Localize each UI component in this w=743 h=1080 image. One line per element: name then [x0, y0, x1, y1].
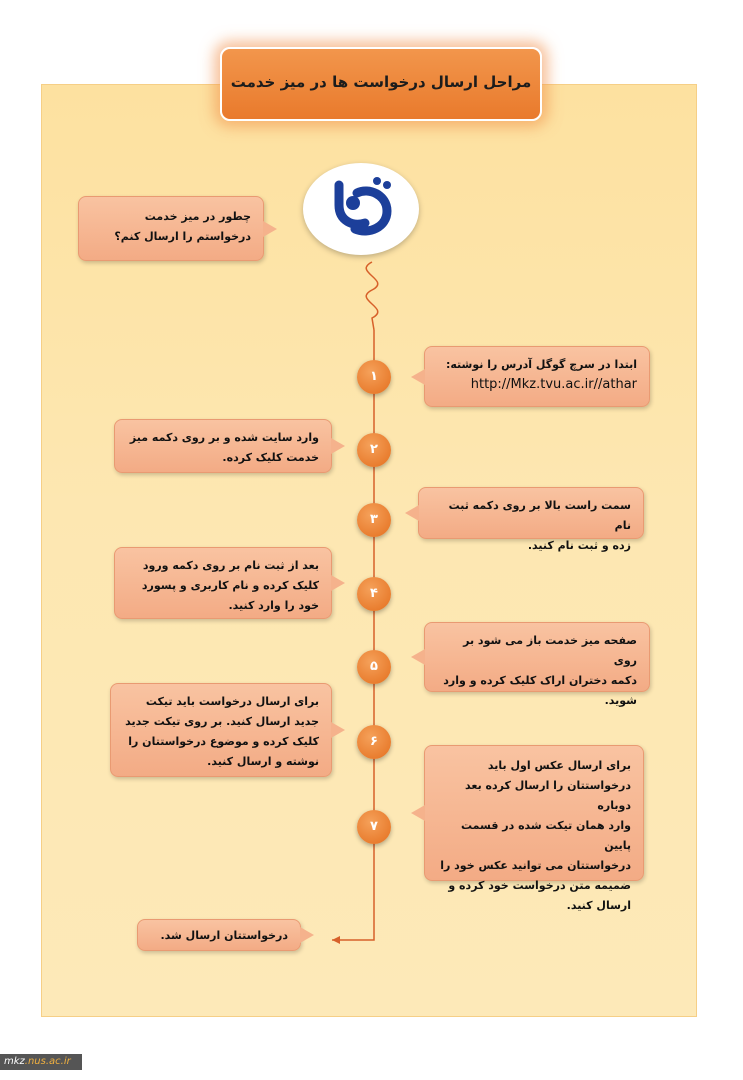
step-7-line-5: ضمیمه متن درخواست خود کرده و [448, 879, 631, 892]
step-2-line-1: وارد سایت شده و بر روی دکمه میز [129, 431, 319, 444]
intro-bubble [78, 196, 264, 261]
step-2-node: ۲ [357, 433, 391, 467]
step-7-line-6: ارسال کنید. [566, 899, 631, 912]
step-6-line-3: کلیک کرده و موضوع درخواستتان را [128, 735, 319, 748]
step-7-line-4: درخواستتان می توانید عکس خود را [440, 859, 631, 872]
step-7-line-2: درخواستتان را ارسال کرده بعد دوباره [465, 779, 631, 812]
final-text: درخواستتان ارسال شد. [160, 929, 288, 942]
step-3-line-2: زده و ثبت نام کنید. [527, 539, 631, 552]
step-3-node: ۳ [357, 503, 391, 537]
footer-domain: .nus.ac.ir [24, 1056, 71, 1067]
step-1-line-1: ابتدا در سرچ گوگل آدرس را نوشته: [445, 358, 637, 371]
step-5-bubble [424, 622, 650, 707]
step-1-node: ۱ [357, 360, 391, 394]
final-bubble [137, 919, 301, 951]
step-5-line-3: شوید. [604, 694, 637, 707]
step-5-node: ۵ [357, 650, 391, 684]
step-4-line-1: بعد از ثبت نام بر روی دکمه ورود [142, 559, 319, 572]
step-4-line-2: کلیک کرده و نام کاربری و پسورد [141, 579, 319, 592]
step-6-line-1: برای ارسال درخواست باید تیکت [145, 695, 319, 708]
intro-line-2: درخواستم را ارسال کنم؟ [114, 230, 251, 243]
step-6-line-4: نوشته و ارسال کنید. [207, 755, 319, 768]
page-title: مراحل ارسال درخواست ها در میز خدمت [220, 47, 542, 121]
step-4-bubble [114, 547, 332, 619]
step-7-line-1: برای ارسال عکس اول باید [487, 759, 631, 772]
step-1-url: http://Mkz.tvu.ac.ir//athar [470, 377, 637, 392]
step-7-bubble [424, 745, 644, 912]
footer-watermark [0, 1054, 82, 1070]
logo-icon [303, 163, 419, 255]
step-4-node: ۴ [357, 577, 391, 611]
step-5-line-2: دکمه دختران اراک کلیک کرده و وارد [443, 674, 637, 687]
step-7-node: ۷ [357, 810, 391, 844]
step-6-node: ۶ [357, 725, 391, 759]
logo [303, 163, 419, 255]
step-4-line-3: خود را وارد کنید. [228, 599, 319, 612]
step-6-line-2: جدید ارسال کنید. بر روی تیکت جدید [125, 715, 319, 728]
step-5-line-1: صفحه میز خدمت باز می شود بر روی [463, 634, 637, 667]
footer-prefix: mkz [4, 1056, 25, 1067]
intro-line-1: چطور در میز خدمت [144, 210, 251, 223]
step-7-line-3: وارد همان تیکت شده در قسمت پایین [461, 819, 631, 852]
step-2-line-2: خدمت کلیک کرده. [222, 451, 319, 464]
step-2-bubble [114, 419, 332, 473]
step-3-line-1: سمت راست بالا بر روی دکمه ثبت نام [448, 499, 631, 532]
step-6-bubble [110, 683, 332, 777]
step-1-bubble [424, 346, 650, 407]
step-3-bubble [418, 487, 644, 552]
